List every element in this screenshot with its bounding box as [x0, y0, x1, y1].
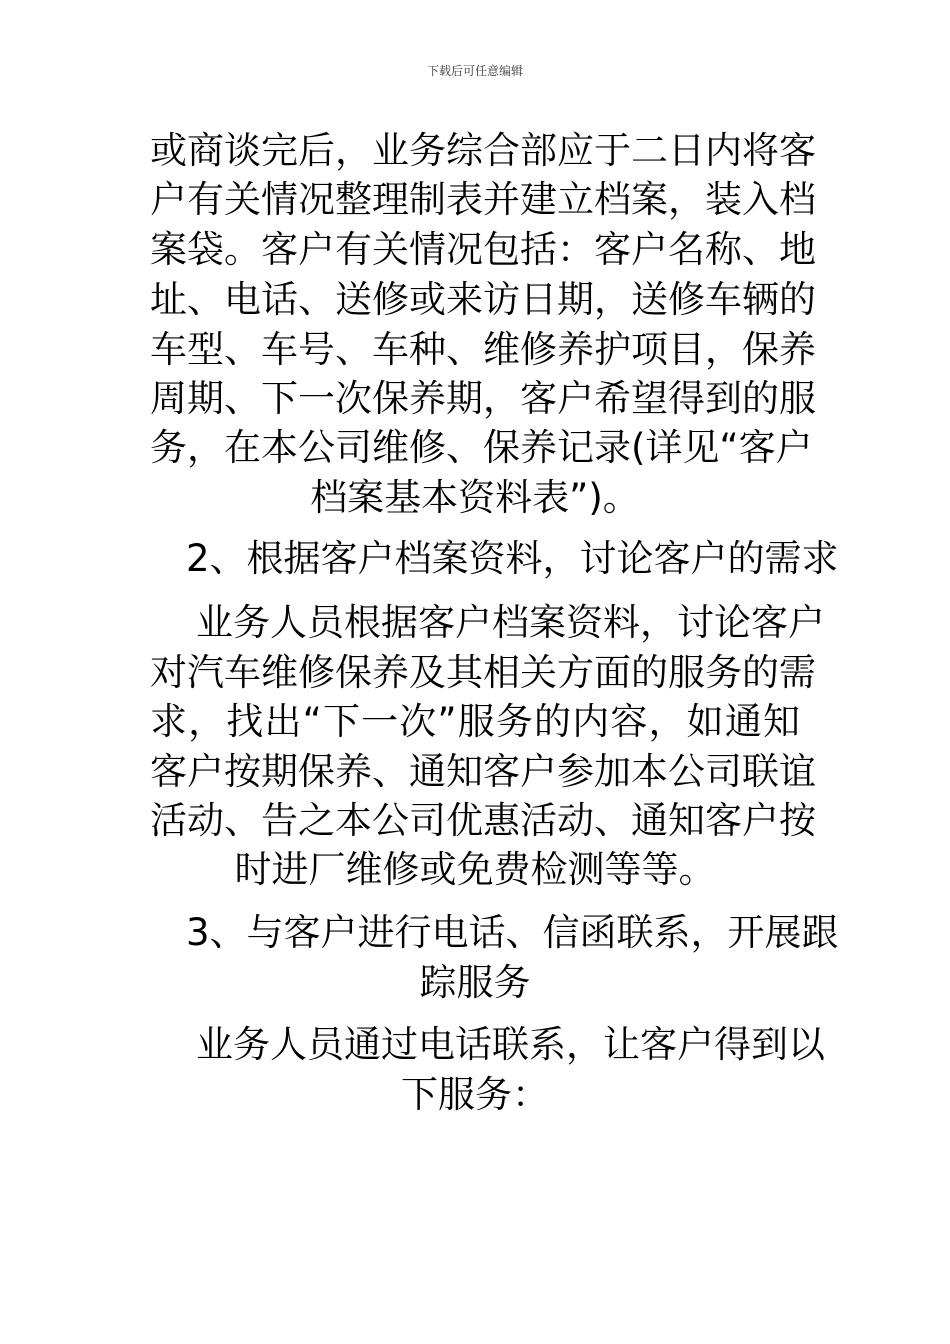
section-heading-3-line-2: 踪服务	[419, 961, 531, 1004]
paragraph2-line-3: 求，找出“下一次”服务的内容，如通知	[150, 700, 800, 743]
paragraph1-line-7: 务，在本公司维修、保养记录(详见“客户	[150, 426, 813, 469]
paragraph2-line-2: 对汽车维修保养及其相关方面的服务的需	[150, 651, 816, 694]
paragraph3-line-1: 业务人员通过电话联系，让客户得到以	[196, 1023, 825, 1066]
paragraph1-line-1: 或商谈完后，业务综合部应于二日内将客	[150, 129, 816, 172]
paragraph2-line-4: 客户按期保养、通知客户参加本公司联谊	[150, 750, 816, 793]
paragraph1-line-8: 档案基本资料表”)。	[310, 476, 640, 519]
paragraph1-line-3: 案袋。客户有关情况包括：客户名称、地	[150, 228, 816, 271]
page-header-note: 下载后可任意编辑	[426, 64, 523, 78]
paragraph1-line-4: 址、电话、送修或来访日期，送修车辆的	[150, 278, 816, 321]
paragraph2-line-6: 时进厂维修或免费检测等等。	[234, 848, 716, 891]
section-heading-2: 2、根据客户档案资料，讨论客户的需求	[186, 537, 839, 580]
paragraph1-line-5: 车型、车号、车种、维修养护项目，保养	[150, 328, 816, 371]
paragraph2-line-1: 业务人员根据客户档案资料，讨论客户	[196, 601, 825, 644]
paragraph3-line-2: 下服务：	[401, 1073, 549, 1116]
paragraph1-line-2: 户有关情况整理制表并建立档案，装入档	[150, 178, 816, 221]
section-heading-3-line-1: 3、与客户进行电话、信函联系，开展跟	[186, 911, 839, 954]
paragraph2-line-5: 活动、告之本公司优惠活动、通知客户按	[150, 799, 816, 842]
paragraph1-line-6: 周期、下一次保养期，客户希望得到的服	[150, 377, 816, 420]
